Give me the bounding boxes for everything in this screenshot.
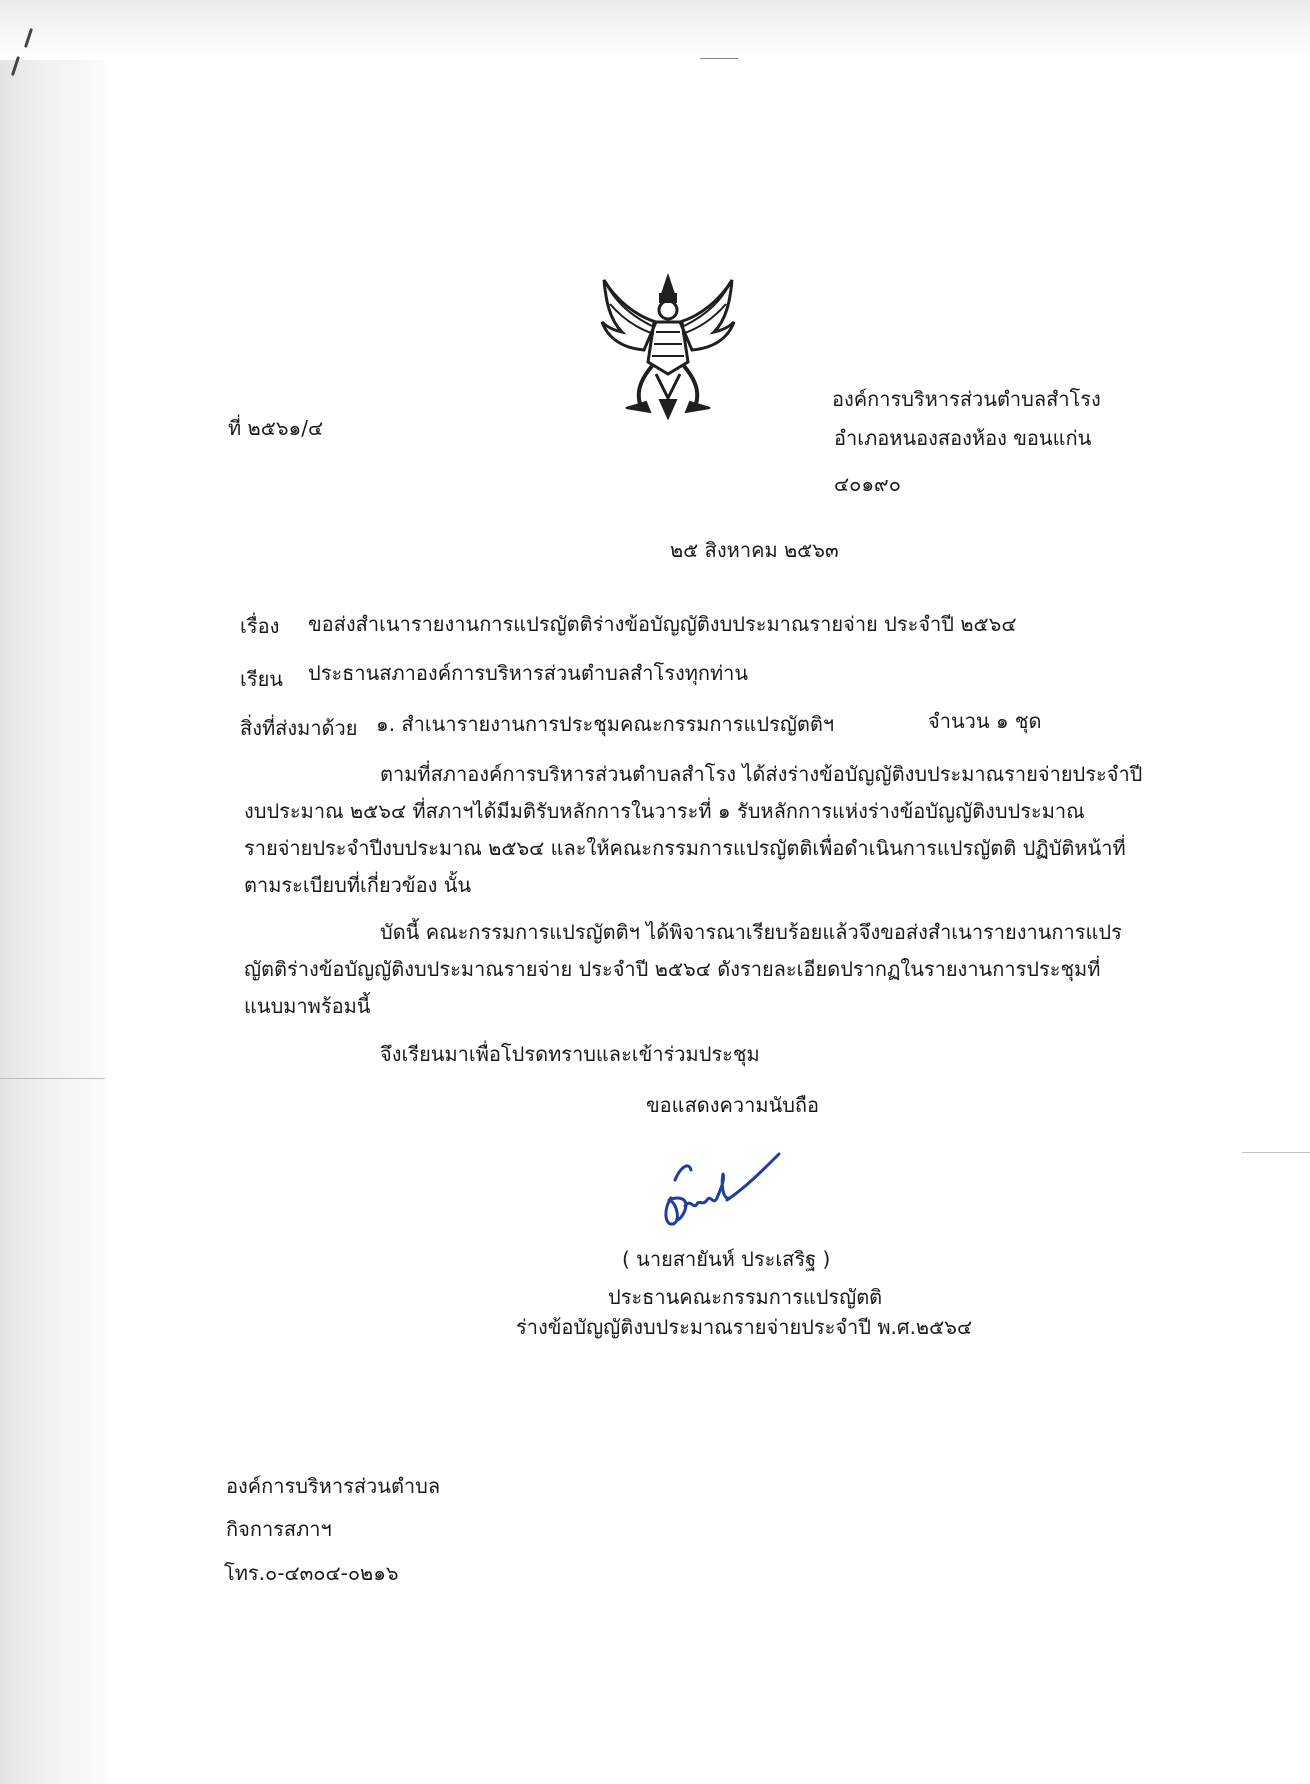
body-line: ญัตติร่างข้อบัญญัติงบประมาณรายจ่าย ประจำปี ๒๕๖๔ ดังรายละเอียดปรากฏในรายงานการประชุมที่ xyxy=(244,957,1101,981)
footer-phone: โทร.๐-๔๓๐๔-๐๒๑๖ xyxy=(224,1561,399,1585)
addressee-label: เรียน xyxy=(240,667,283,691)
paper-crease xyxy=(0,1078,105,1079)
enclosure-item: ๑. สำเนารายงานการประชุมคณะกรรมการแปรญัตติฯ xyxy=(376,712,835,736)
postcode: ๔๐๑๙๐ xyxy=(834,472,901,496)
footer-office: องค์การบริหารส่วนตำบล xyxy=(226,1474,441,1498)
body-line: บัดนี้ คณะกรรมการแปรญัตติฯ ได้พิจารณาเรียบร้อยแล้วจึงขอส่งสำเนารายงานการแปร xyxy=(380,920,1122,944)
body-line: แนบมาพร้อมนี้ xyxy=(244,994,371,1018)
body-line: ตามระเบียบที่เกี่ยวข้อง นั้น xyxy=(244,873,472,897)
closing-line: จึงเรียนมาเพื่อโปรดทราบและเข้าร่วมประชุม xyxy=(380,1042,760,1066)
salutation: ขอแสดงความนับถือ xyxy=(646,1093,820,1117)
body-line: งบประมาณ ๒๕๖๔ ที่สภาฯได้มีมติรับหลักการในวาระที่ ๑ รับหลักการแห่งร่างข้อบัญญัติงบประมาณ xyxy=(244,799,1085,823)
footer-department: กิจการสภาฯ xyxy=(226,1517,332,1541)
enclosure-quantity: จำนวน ๑ ชุด xyxy=(928,709,1042,733)
body-line: รายจ่ายประจำปีงบประมาณ ๒๕๖๔ และให้คณะกรรมการแปรญัตติเพื่อดำเนินการแปรญัตติ ปฏิบัติหน้าที่ xyxy=(244,836,1126,860)
addressee-text: ประธานสภาองค์การบริหารส่วนตำบลสำโรงทุกท่าน xyxy=(308,661,749,685)
paper-crease xyxy=(700,58,738,59)
org-name: องค์การบริหารส่วนตำบลสำโรง xyxy=(832,387,1101,411)
subject-label: เรื่อง xyxy=(240,614,280,638)
handwritten-signature xyxy=(655,1140,785,1240)
enclosure-label: สิ่งที่ส่งมาด้วย xyxy=(240,716,358,740)
subject-text: ขอส่งสำเนารายงานการแปรญัตติร่างข้อบัญญัติงบประมาณรายจ่าย ประจำปี ๒๕๖๔ xyxy=(308,612,1017,636)
org-district: อำเภอหนองสองห้อง ขอนแก่น xyxy=(834,426,1092,450)
paper-edge-top xyxy=(0,0,1310,60)
paper-edge-left xyxy=(0,0,105,1784)
signer-position: ประธานคณะกรรมการแปรญัตติ xyxy=(608,1285,883,1309)
letter-date: ๒๕ สิงหาคม ๒๕๖๓ xyxy=(670,538,839,562)
signer-name: ( นายสายันห์ ประเสริฐ ) xyxy=(622,1247,831,1271)
garuda-emblem xyxy=(596,270,740,426)
paper-crease xyxy=(1242,1152,1310,1153)
reference-number: ที่ ๒๕๖๑/๔ xyxy=(228,416,324,440)
signer-position-detail: ร่างข้อบัญญัติงบประมาณรายจ่ายประจำปี พ.ศ.๒๕๖๔ xyxy=(516,1315,973,1339)
body-line: ตามที่สภาองค์การบริหารส่วนตำบลสำโรง ได้ส่งร่างข้อบัญญัติงบประมาณรายจ่ายประจำปี xyxy=(380,762,1143,786)
